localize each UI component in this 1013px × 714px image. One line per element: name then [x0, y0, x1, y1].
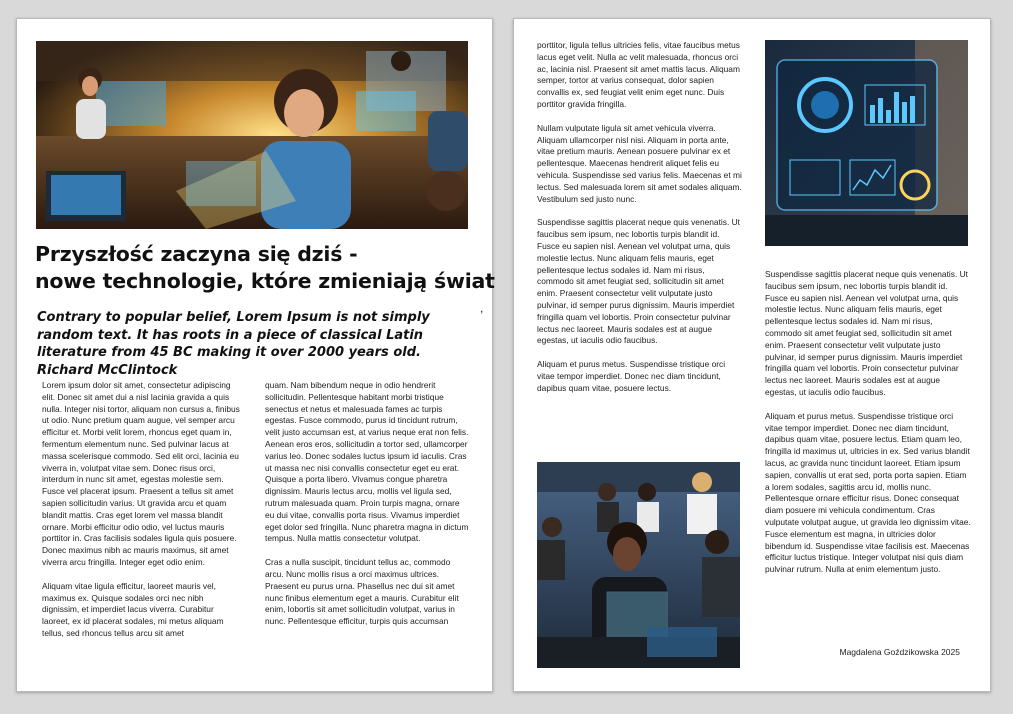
- body-column-left-1: [42, 380, 242, 652]
- paragraph: Nullam vulputate ligula sit amet vehicula viverra. Aliquam ullamcorper nisl nisi. Aliquam in porta ante, vitae pretium mauris. Aenean posuere pulvinar ex et pellentesque. Maecenas hendrerit aliquet felis eu vehicula. Suspendisse sed varius felis. Maecenas et mi lectus. Sed malesuada lorem sit amet sodales aliquam. Vestibulum sed justo nunc.: [537, 122, 742, 204]
- page-right: [513, 18, 991, 692]
- body-column-right-1: [537, 40, 743, 407]
- paragraph: Aliquam vitae ligula efficitur, laoreet mauris vel, maximus ex. Quisque sodales orci nec nibh dignissim, et imperdiet lacus viverra. Curabitur laoreet, ex id placerat sodales, mi metus aliquam tellus, sed rhoncus tellus arcu sit amet: [42, 580, 224, 638]
- page-left: [16, 18, 493, 692]
- paragraph: Suspendisse sagittis placerat neque quis venenatis. Ut faucibus sem ipsum, nec lobortis turpis blandit id. Fusce eu sapien nisl. Aenean vel volutpat urna, quis molestie lectus. Nunc aliquam felis mauris, eget pellentesque lectus sodales id. Nam mi risus, commodo sit amet feugiat sed, sollicitudin sit amet enim. Praesent consectetur velit vulputate justo pulvinar, id semper purus dignissim. Mauris imperdiet fringilla quam vel lobortis. Proin consectetur pulvinar lectus nec laoreet. Mauris sodales est at augue egestas, ut iaculis odio faucibus.: [765, 269, 968, 397]
- article-title: [35, 241, 495, 295]
- paragraph: porttitor, ligula tellus ultricies felis, vitae faucibus metus lacus eget velit. Nulla ac velit malesuada, rhoncus orci ac, lacinia nisl. Praesent sit amet mattis lacus. Aliquam semper, tortor at varius consequat, dolor sapien convallis ex, sed feugiat velit enim eget nunc. Duis porttitor gravida fringilla.: [537, 40, 740, 109]
- body-column-left-2: [265, 380, 471, 640]
- paragraph: quam. Nam bibendum neque in odio hendrerit sollicitudin. Pellentesque habitant morbi tristique senectus et netus et malesuada fames ac turpis egestas. Fusce commodo, purus id tincidunt rutrum, velit justo accumsan est, at varius neque erat non felis. Aenean eros eros, sollicitudin a tortor sed, ullamcorper varius leo. Donec sodales luctus ipsum id iaculis. Cras ut massa nec nisi convallis consectetur eget eu erat. Quisque a porta libero. Vivamus congue pharetra dignissim. Mauris lectus arcu, mollis vel ligula sed, rutrum malesuada quam. Proin turpis magna, ornare eu dui vitae, convallis porta risus. Vivamus imperdiet eget dolor sed fringilla. Nunc pharetra magna in dictum tempus. Nulla mattis consectetur volutpat.: [265, 380, 469, 544]
- article-lead: Contrary to popular belief, Lorem Ipsum is not simply random text. It has roots in a piece of classical Latin literature from 45 BC making it over 2000 years old. Richard McClintock: [37, 310, 430, 378]
- dashboard-image: [765, 40, 968, 246]
- article-title-line1: Przyszłość zaczyna się dziś -: [35, 242, 358, 266]
- hero-image: [36, 41, 468, 229]
- stray-comma: ,: [480, 301, 484, 315]
- paragraph: Lorem ipsum dolor sit amet, consectetur adipiscing elit. Donec sit amet dui a nisl lacinia gravida a quis nulla. Integer nisi tortor, aliquam non cursus a, finibus ut odio. Nunc pretium quam augue, vel semper arcu efficitur et. Morbi velit lorem, rhoncus eget quam in, fermentum elementum nunc. Sed pulvinar lacus at massa scelerisque commodo. Sed elit orci, lacinia eu viverra in, volutpat vitae sem. Donec risus orci, interdum in nunc sit amet, egestas molestie sem. Fusce vel placerat ipsum. Praesent a tellus sit amet sapien sollicitudin varius. Ut gravida arcu et quam blandit mattis. Cras eget lorem vel massa blandit ornare. Morbi efficitur odio odio, vel luctus mauris porttitor in. Cras facilisis sodales ligula quis posuere. Donec maximus nibh ac mauris maximus, sit amet viverra arcu fringilla. Integer eget odio enim.: [42, 380, 240, 567]
- paragraph: Suspendisse sagittis placerat neque quis venenatis. Ut faucibus sem ipsum, nec lobortis turpis blandit id. Fusce eu sapien nisl. Aenean vel volutpat urna, quis molestie lectus. Nunc aliquam felis mauris, eget pellentesque lectus sodales id. Nam mi risus, commodo sit amet feugiat sed, sollicitudin sit amet enim. Praesent consectetur velit vulputate justo pulvinar, id semper purus dignissim. Mauris imperdiet fringilla quam vel lobortis. Proin consectetur pulvinar lectus nec laoreet. Mauris sodales est at augue egestas, ut iaculis odio faucibus.: [537, 217, 740, 346]
- author-signature: Magdalena Goździkowska 2025: [839, 647, 960, 657]
- body-column-right-2: [765, 269, 971, 588]
- paragraph: Aliquam et purus metus. Suspendisse tristique orci vitae tempor imperdiet. Donec nec diam tincidunt, dapibus quam vitae, posuere lectus. Etiam quam leo, fringilla id maximus ut, ultricies in ex. Sed varius blandit lacus, ac gravida nunc tincidunt laoreet. Etiam ipsum sapien, convallis ut erat sed, porta porta sapien. Etiam a lorem sodales, sagittis arcu id, mollis nunc. Pellentesque ornare efficitur risus. Donec consequat diam posuere mi vehicula condimentum. Cras vulputate volutpat augue, ut gravida leo dignissim vitae. Fusce elementum est magna, in ultricies dolor bibendum id. Suspendisse vitae facilisis est. Maecenas efficitur luctus tristique. Integer volutpat nisi quis diam pulvinar rutrum. Nulla at enim elementum justo.: [765, 410, 971, 575]
- paragraph: Aliquam et purus metus. Suspendisse tristique orci vitae tempor imperdiet. Donec nec diam tincidunt, dapibus quam vitae, posuere lectus.: [537, 359, 726, 393]
- team-image: [537, 462, 740, 668]
- paragraph: Cras a nulla suscipit, tincidunt tellus ac, commodo arcu. Nunc mollis risus a orci maximus ultrices. Praesent eu purus urna. Phasellus nec dui sit amet nunc finibus elementum eget a mauris. Curabitur elit enim, lobortis sit amet sollicitudin volutpat, varius in nunc. Pellentesque efficitur, turpis quis accumsan: [265, 557, 459, 627]
- article-title-line2: nowe technologie, które zmieniają świat: [35, 269, 495, 293]
